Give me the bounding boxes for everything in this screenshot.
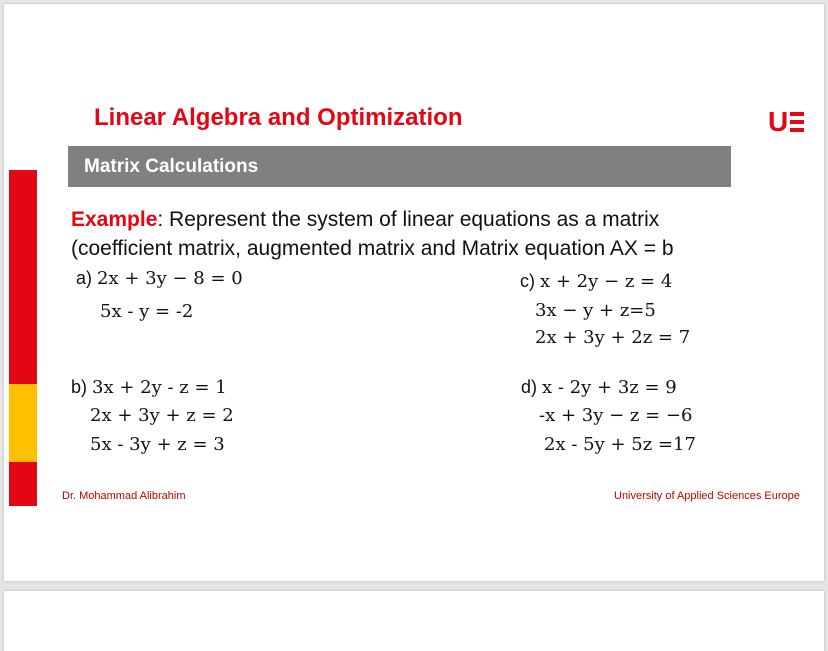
- problem-b-eq-3: 5x - 3y + z = 3: [90, 434, 225, 455]
- subtitle-text: Matrix Calculations: [84, 155, 259, 177]
- ue-logo: [768, 107, 804, 137]
- problem-d-label: d): [521, 377, 543, 397]
- problem-c-eq-3: 2x + 3y + 2z = 7: [535, 327, 691, 348]
- side-stripe-red-bottom: [9, 462, 37, 506]
- next-slide-preview[interactable]: [4, 591, 824, 651]
- problem-c-line-1: [520, 271, 672, 292]
- problem-d-eq-2: -x + 3y − z = −6: [539, 405, 693, 426]
- problem-c-eq-1: x + 2y − z = 4: [540, 271, 673, 292]
- problem-a-eq-2: 5x - y = -2: [100, 301, 194, 322]
- slide: [4, 4, 824, 581]
- problem-b-line-1: [71, 377, 227, 398]
- logo-letter: U: [768, 106, 789, 137]
- problem-b-label: b): [71, 377, 93, 397]
- problem-a-label: a): [76, 268, 98, 288]
- problem-d-line-1: [521, 377, 677, 398]
- logo-bars-icon: [790, 112, 804, 132]
- footer-author: Dr. Mohammad Alibrahim: [62, 490, 186, 502]
- problem-b-eq-1: 3x + 2y - z = 1: [92, 377, 227, 398]
- footer-institution: University of Applied Sciences Europe: [614, 490, 800, 502]
- slide-title: Linear Algebra and Optimization: [94, 104, 463, 131]
- example-keyword: Example: [71, 208, 158, 231]
- problem-c-label: c): [520, 271, 540, 291]
- problem-a-eq-1: 2x + 3y − 8 = 0: [97, 268, 243, 289]
- problem-a-line-1: [76, 268, 243, 289]
- problem-c-eq-2: 3x − y + z=5: [535, 300, 656, 321]
- intro-line-2: (coefficient matrix, augmented matrix and Matrix equation AX = b: [71, 237, 674, 260]
- subtitle-bar: [68, 146, 731, 187]
- problem-d-eq-3: 2x - 5y + 5z =17: [544, 434, 696, 455]
- side-stripe-yellow: [9, 384, 37, 462]
- side-stripe-red-top: [9, 170, 37, 384]
- example-intro: [71, 205, 674, 263]
- intro-line-1: [71, 205, 674, 234]
- problem-b-eq-2: 2x + 3y + z = 2: [90, 405, 234, 426]
- intro-line-1-text: : Represent the system of linear equations as a matrix: [157, 208, 660, 231]
- problem-d-eq-1: x - 2y + 3z = 9: [542, 377, 677, 398]
